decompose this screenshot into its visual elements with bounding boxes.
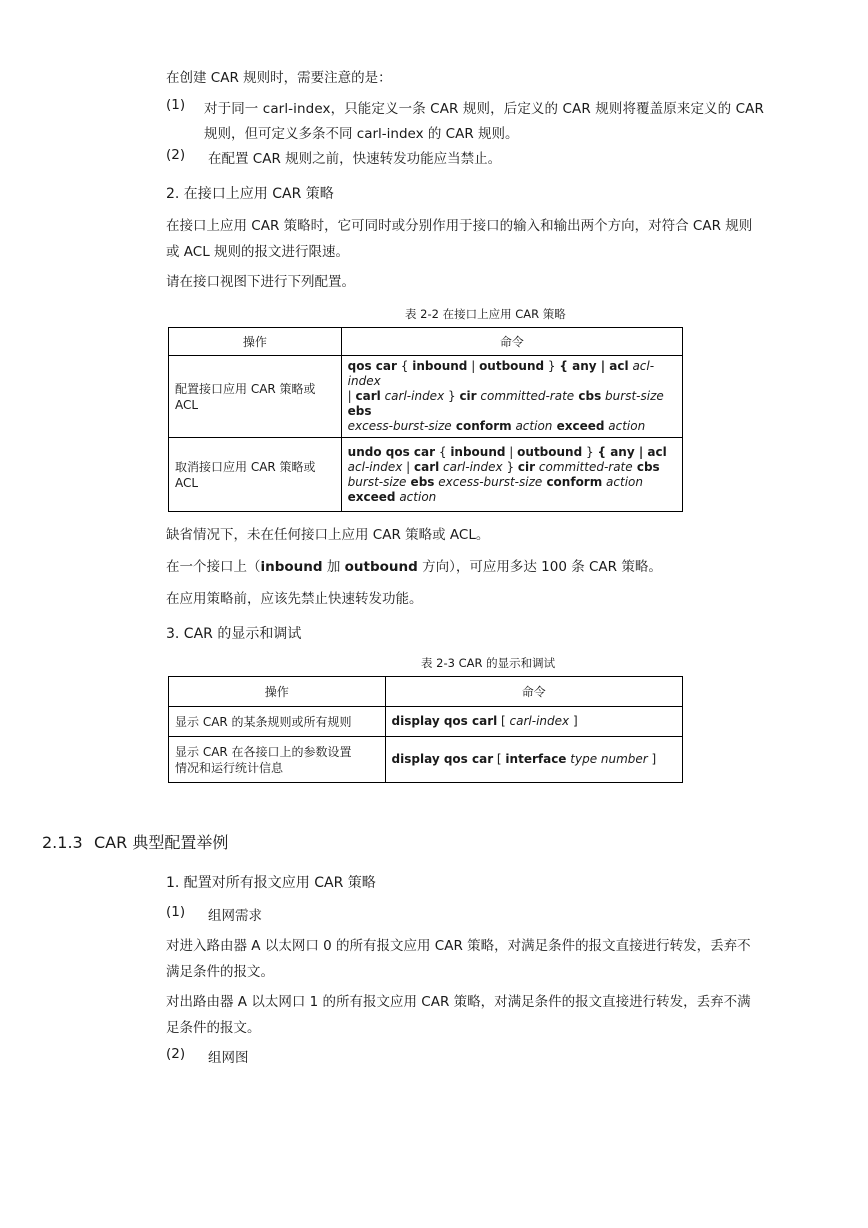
bold-text: { any | acl: [559, 359, 629, 373]
italic-param: type number: [566, 752, 648, 766]
op-line: 情况和运行统计信息: [175, 760, 284, 775]
italic-param: action: [602, 474, 643, 489]
example-para2-line1: 对出路由器 A 以太网口 1 的所有报文应用 CAR 策略，对满足条件的报文直接进行转发，丢弃不满: [166, 994, 751, 1010]
sec2-after-3: [166, 587, 423, 607]
text-run: |: [347, 389, 356, 403]
note-1-number: (1): [166, 97, 186, 113]
table-2-3: [168, 676, 683, 783]
section-number: 2.1.3: [42, 833, 83, 852]
italic-param: burst-size: [601, 389, 664, 403]
bold-text: inbound: [260, 559, 323, 575]
note-2-number: (2): [166, 147, 186, 163]
sec2-after-2: [166, 555, 662, 575]
table-header-command: 命令: [341, 328, 682, 356]
command-line: [348, 490, 676, 505]
command-line: [348, 475, 676, 490]
text-run: |: [402, 459, 414, 474]
bold-text: ebs: [406, 474, 435, 489]
bold-text: cir: [459, 389, 477, 403]
italic-param: excess-burst-size: [347, 419, 452, 433]
example-item1-text: 组网需求: [208, 908, 262, 924]
section-title-text: CAR 典型配置举例: [94, 833, 229, 852]
table-row: [169, 356, 683, 438]
example-item2-number: (2): [166, 1046, 186, 1062]
op-line: ACL: [175, 397, 199, 412]
text-run: ]: [569, 714, 578, 728]
section-title: [42, 830, 228, 853]
sec2-heading: 2. 在接口上应用 CAR 策略: [166, 186, 334, 202]
bold-text: interface: [505, 752, 567, 766]
bold-text: exceed: [347, 489, 396, 504]
table-2-2-caption: 表 2-2 在接口上应用 CAR 策略: [405, 307, 566, 321]
italic-param: excess-burst-size: [434, 474, 543, 489]
note-1-line-2: 规则，但可定义多条不同 carl-index 的 CAR 规则。: [204, 126, 519, 142]
text-run: 方向），可应用多达 100 条 CAR 策略。: [417, 559, 662, 575]
text-run: 在应用策略前，应该先禁止快速转发功能。: [166, 591, 423, 607]
example-para1-line2: 满足条件的报文。: [166, 964, 274, 980]
text-run: 加: [322, 559, 345, 575]
command-line: [392, 714, 676, 729]
op-line: 显示 CAR 在各接口上的参数设置: [175, 744, 352, 759]
italic-param: action: [511, 419, 553, 433]
note-1-line-1: 对于同一 carl-index，只能定义一条 CAR 规则，后定义的 CAR 规则将覆盖原来定义的 CAR: [204, 101, 764, 117]
text-run: {: [435, 444, 451, 459]
example-para2-line2: 足条件的报文。: [166, 1020, 261, 1036]
sec3-heading: 3. CAR 的显示和调试: [166, 626, 302, 642]
text-run: }: [444, 389, 460, 403]
bold-text: cbs: [574, 389, 602, 403]
example-item1-number: (1): [166, 904, 186, 920]
sec2-para1-line1: 在接口上应用 CAR 策略时，它可同时或分别作用于接口的输入和输出两个方向，对符合 CAR 规则: [166, 218, 753, 234]
italic-param: committed-rate: [476, 389, 575, 403]
text-run: }: [582, 444, 598, 459]
op-cell: [169, 707, 386, 737]
command-cell: [385, 737, 682, 783]
bold-text: cir: [517, 459, 536, 474]
bold-text: ebs: [347, 404, 372, 418]
command-line: [348, 389, 676, 419]
italic-param: carl-index: [439, 459, 503, 474]
sec2-para2: 请在接口视图下进行下列配置。: [166, 274, 355, 290]
text-run: |: [505, 444, 518, 459]
bold-text: display qos carl: [391, 714, 498, 728]
text-run: [: [493, 752, 506, 766]
command-line: [348, 460, 676, 475]
italic-param: committed-rate: [535, 459, 633, 474]
text-run: }: [502, 459, 518, 474]
bold-text: qos car: [347, 359, 397, 373]
text-run: ]: [647, 752, 657, 766]
bold-text: outbound: [344, 559, 418, 575]
op-line: 取消接口应用 CAR 策略或: [175, 459, 316, 474]
text-run: 缺省情况下，未在任何接口上应用 CAR 策略或 ACL。: [166, 527, 490, 543]
table-header-operation: 操作: [169, 328, 342, 356]
text-run: }: [544, 359, 560, 373]
table-row: [169, 707, 683, 737]
text-run: [: [497, 714, 510, 728]
bold-text: { any | acl: [597, 444, 667, 459]
table-row: [169, 737, 683, 783]
op-line: 显示 CAR 的某条规则或所有规则: [175, 714, 352, 729]
bold-text: conform: [542, 474, 603, 489]
command-cell: [341, 356, 682, 438]
note-2-line-1: 在配置 CAR 规则之前，快速转发功能应当禁止。: [208, 151, 502, 167]
italic-param: burst-size: [347, 474, 407, 489]
op-cell: [169, 356, 342, 438]
bold-text: inbound: [412, 359, 468, 373]
bold-text: inbound: [450, 444, 506, 459]
example-heading: 1. 配置对所有报文应用 CAR 策略: [166, 875, 376, 891]
table-row: [169, 438, 683, 512]
table-2-3-caption: 表 2-3 CAR 的显示和调试: [421, 656, 556, 670]
italic-param: carl-index: [509, 714, 570, 728]
text-run: {: [396, 359, 413, 373]
op-line: ACL: [175, 475, 199, 490]
example-para1-line1: 对进入路由器 A 以太网口 0 的所有报文应用 CAR 策略，对满足条件的报文直接进行转发，丢弃不: [166, 938, 751, 954]
table-2-2: [168, 327, 683, 512]
italic-param: acl-index: [347, 459, 403, 474]
bold-text: cbs: [632, 459, 660, 474]
bold-text: undo qos car: [347, 444, 436, 459]
text-run: 在一个接口上（: [166, 559, 261, 575]
italic-param: action: [604, 419, 646, 433]
intro-text: 在创建 CAR 规则时，需要注意的是：: [166, 70, 392, 86]
italic-param: action: [395, 489, 437, 504]
italic-param: carl-index: [380, 389, 445, 403]
command-line: [392, 752, 676, 767]
op-cell: [169, 438, 342, 512]
bold-text: outbound: [479, 359, 545, 373]
op-line: 配置接口应用 CAR 策略或: [175, 381, 316, 396]
table-header-operation: 操作: [169, 677, 386, 707]
bold-text: conform: [451, 419, 512, 433]
bold-text: carl: [413, 459, 440, 474]
text-run: |: [467, 359, 480, 373]
op-cell: [169, 737, 386, 783]
command-line: [348, 445, 676, 460]
bold-text: carl: [355, 389, 381, 403]
bold-text: display qos car: [391, 752, 494, 766]
bold-text: exceed: [552, 419, 605, 433]
sec2-after-1: [166, 523, 489, 543]
command-line: [348, 359, 676, 389]
command-cell: [341, 438, 682, 512]
table-header-command: 命令: [385, 677, 682, 707]
sec2-para1-line2: 或 ACL 规则的报文进行限速。: [166, 244, 350, 260]
bold-text: outbound: [517, 444, 583, 459]
example-item2-text: 组网图: [208, 1050, 249, 1066]
command-line: [348, 419, 676, 434]
italic-param: acl-index: [347, 359, 655, 388]
command-cell: [385, 707, 682, 737]
